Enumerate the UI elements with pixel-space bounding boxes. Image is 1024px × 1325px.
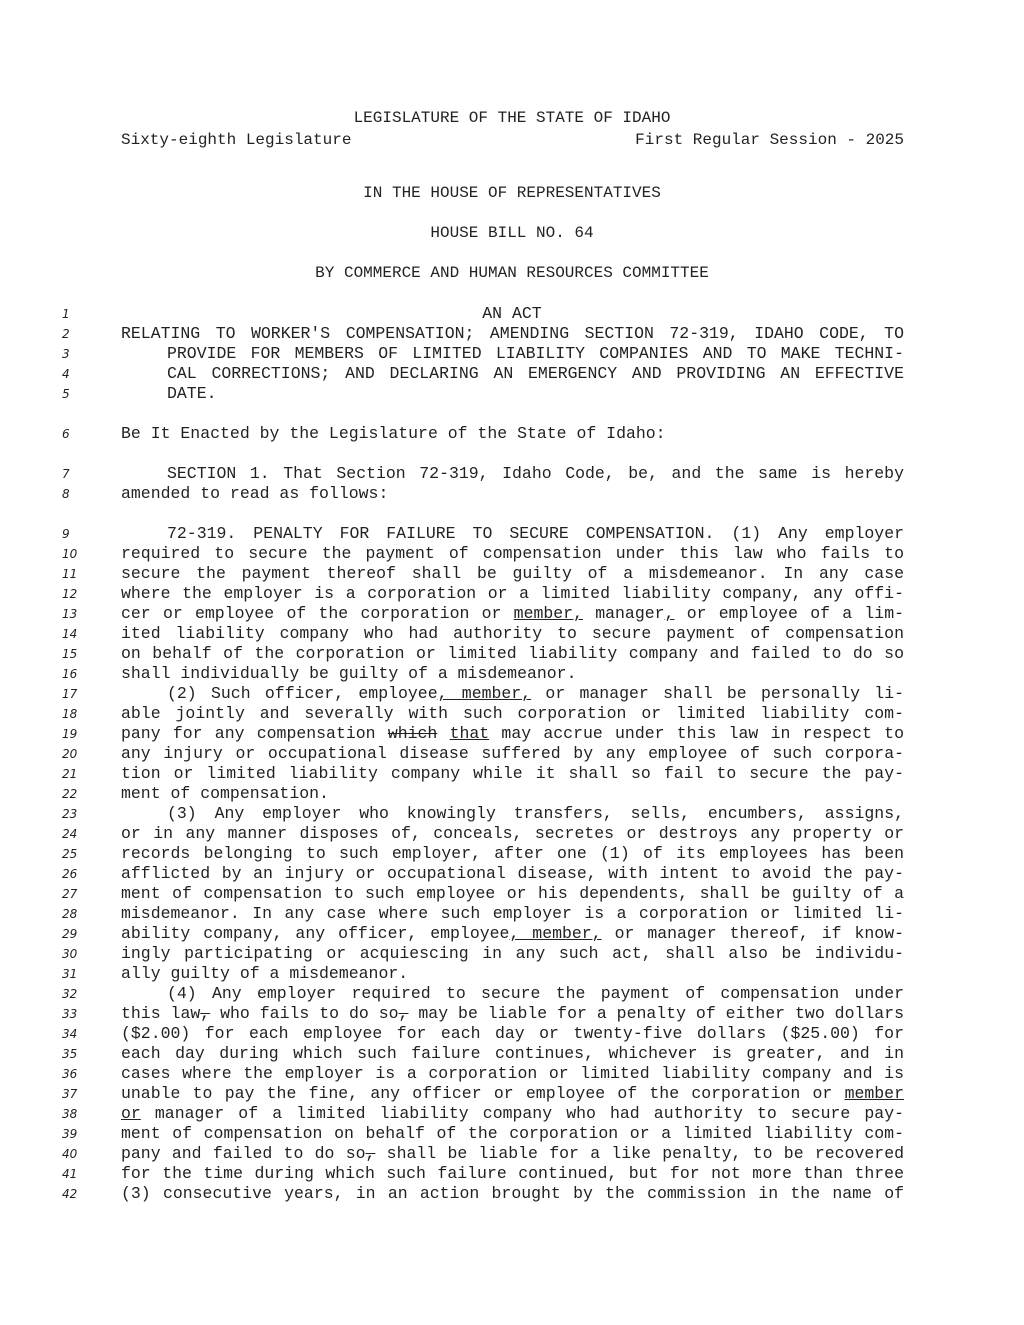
line-number: 4 xyxy=(62,367,70,381)
line-number: 33 xyxy=(62,1007,78,1021)
line-number: 32 xyxy=(62,987,78,1001)
line xyxy=(0,524,1024,544)
line-text: pany and failed to do so, shall be liable for a like penalty, to be recovered xyxy=(121,1144,904,1163)
line-text: SECTION 1. That Section 72-319, Idaho Code, be, and the same is hereby xyxy=(167,464,904,483)
line-text: (4) Any employer required to secure the payment of compensation under xyxy=(167,984,904,1003)
line-number: 34 xyxy=(62,1027,78,1041)
line-number: 21 xyxy=(62,767,78,781)
line-text: amended to read as follows: xyxy=(121,484,389,503)
line-text: any injury or occupational disease suffered by any employee of such corpora- xyxy=(121,744,904,763)
line xyxy=(0,564,1024,584)
line xyxy=(0,584,1024,604)
line xyxy=(0,884,1024,904)
line-text: for the time during which such failure continued, but for not more than three xyxy=(121,1164,904,1183)
line xyxy=(0,484,1024,504)
legislature-number: Sixty-eighth Legislature xyxy=(121,131,352,149)
line-number: 36 xyxy=(62,1067,78,1081)
line-text: unable to pay the fine, any officer or employee of the corporation or member xyxy=(121,1084,904,1103)
line-number: 38 xyxy=(62,1107,78,1121)
line-number: 13 xyxy=(62,607,78,621)
line-number: 16 xyxy=(62,667,78,681)
line xyxy=(0,464,1024,484)
line xyxy=(0,1164,1024,1184)
line-text: ($2.00) for each employee for each day or twenty-five dollars ($25.00) for xyxy=(121,1024,904,1043)
inserted-text: , xyxy=(664,604,675,623)
line xyxy=(0,1144,1024,1164)
line-number: 1 xyxy=(62,307,70,321)
line-text: CAL CORRECTIONS; AND DECLARING AN EMERGENCY AND PROVIDING AN EFFECTIVE xyxy=(167,364,904,383)
line xyxy=(0,1044,1024,1064)
line-text: ingly participating or acquiescing in any such act, shall also be individu- xyxy=(121,944,904,963)
line xyxy=(0,424,1024,444)
line-text: or in any manner disposes of, conceals, secretes or destroys any property or xyxy=(121,824,904,843)
line xyxy=(0,624,1024,644)
line-text: DATE. xyxy=(167,384,217,403)
line xyxy=(0,804,1024,824)
bill-number: HOUSE BILL NO. 64 xyxy=(430,224,594,242)
line-number: 9 xyxy=(62,527,70,541)
line-text: PROVIDE FOR MEMBERS OF LIMITED LIABILITY COMPANIES AND TO MAKE TECHNI- xyxy=(167,344,904,363)
inserted-text: that xyxy=(449,724,490,743)
line xyxy=(0,904,1024,924)
line xyxy=(0,864,1024,884)
line-text: each day during which such failure continues, whichever is greater, and in xyxy=(121,1044,904,1063)
line xyxy=(0,724,1024,744)
line-text: (3) consecutive years, in an action brought by the commission in the name of xyxy=(121,1184,904,1203)
line-number: 41 xyxy=(62,1167,78,1181)
legislature-title: LEGISLATURE OF THE STATE OF IDAHO xyxy=(353,109,671,127)
legislature-session-row xyxy=(121,130,904,150)
line xyxy=(0,324,1024,344)
line xyxy=(0,644,1024,664)
line-number: 26 xyxy=(62,867,78,881)
line-number: 2 xyxy=(62,327,70,341)
line-number: 19 xyxy=(62,727,78,741)
line-text: (3) Any employer who knowingly transfers, sells, encumbers, assigns, xyxy=(167,804,904,823)
line-text: this law, who fails to do so, may be liable for a penalty of either two dollars xyxy=(121,1004,904,1023)
line-number: 8 xyxy=(62,487,70,501)
line-text: on behalf of the corporation or limited liability company and failed to do so xyxy=(121,644,904,663)
line-number: 40 xyxy=(62,1147,78,1161)
line-number: 3 xyxy=(62,347,70,361)
line-text: 72-319. PENALTY FOR FAILURE TO SECURE COMPENSATION. (1) Any employer xyxy=(167,524,904,543)
line-text: secure the payment thereof shall be guilty of a misdemeanor. In any case xyxy=(121,564,904,583)
line-number: 10 xyxy=(62,547,78,561)
line-number: 17 xyxy=(62,687,78,701)
line xyxy=(0,844,1024,864)
line xyxy=(0,1104,1024,1124)
line-text: misdemeanor. In any case where such employer is a corporation or limited li- xyxy=(121,904,904,923)
line-text: records belonging to such employer, after one (1) of its employees has been xyxy=(121,844,904,863)
line-text: Be It Enacted by the Legislature of the State of Idaho: xyxy=(121,424,666,443)
line xyxy=(0,664,1024,684)
line-text: ited liability company who had authority to secure payment of compensation xyxy=(121,624,904,643)
line-text: pany for any compensation which that may accrue under this law in respect to xyxy=(121,724,904,743)
line-number: 31 xyxy=(62,967,78,981)
line-number: 42 xyxy=(62,1187,78,1201)
inserted-text: member, xyxy=(513,604,583,623)
chamber-title: IN THE HOUSE OF REPRESENTATIVES xyxy=(363,184,661,202)
line xyxy=(0,1184,1024,1204)
deleted-text: , xyxy=(365,1144,376,1163)
line-number: 39 xyxy=(62,1127,78,1141)
line-text: shall individually be guilty of a misdemeanor. xyxy=(121,664,577,683)
line xyxy=(0,384,1024,404)
line xyxy=(0,964,1024,984)
bill-sponsor: BY COMMERCE AND HUMAN RESOURCES COMMITTEE xyxy=(315,264,709,282)
line-text: cer or employee of the corporation or member, manager, or employee of a lim- xyxy=(121,604,905,623)
session-label: First Regular Session - 2025 xyxy=(635,131,904,149)
line-number: 15 xyxy=(62,647,78,661)
line xyxy=(0,544,1024,564)
line xyxy=(0,704,1024,724)
line-number: 25 xyxy=(62,847,78,861)
line-number: 12 xyxy=(62,587,78,601)
line-text: afflicted by an injury or occupational disease, with intent to avoid the pay- xyxy=(121,864,904,883)
line-text: RELATING TO WORKER'S COMPENSATION; AMENDING SECTION 72-319, IDAHO CODE, TO xyxy=(121,324,904,343)
line-number: 30 xyxy=(62,947,78,961)
line-number: 5 xyxy=(62,387,70,401)
line xyxy=(0,1004,1024,1024)
inserted-text: or xyxy=(121,1104,141,1123)
line xyxy=(0,304,1024,324)
line-number: 35 xyxy=(62,1047,78,1061)
line-number: 29 xyxy=(62,927,78,941)
line xyxy=(0,924,1024,944)
line xyxy=(0,1124,1024,1144)
line xyxy=(0,364,1024,384)
line-number: 11 xyxy=(62,567,78,581)
line-text: ability company, any officer, employee, member, or manager thereof, if know- xyxy=(121,924,904,943)
line xyxy=(0,1024,1024,1044)
deleted-text: , xyxy=(398,1004,409,1023)
line-text: ally guilty of a misdemeanor. xyxy=(121,964,409,983)
line xyxy=(0,1064,1024,1084)
line-text: cases where the employer is a corporation or limited liability company and is xyxy=(121,1064,904,1083)
line-number: 28 xyxy=(62,907,78,921)
line-number: 7 xyxy=(62,467,70,481)
line xyxy=(0,984,1024,1004)
line-text: required to secure the payment of compensation under this law who fails to xyxy=(121,544,904,563)
line-text: where the employer is a corporation or a limited liability company, any offi- xyxy=(121,584,904,603)
line xyxy=(0,764,1024,784)
line-text: AN ACT xyxy=(482,304,542,323)
line-number: 23 xyxy=(62,807,78,821)
deleted-text: which xyxy=(387,724,438,743)
line-text: ment of compensation on behalf of the corporation or a limited liability com- xyxy=(121,1124,904,1143)
line-number: 22 xyxy=(62,787,78,801)
line-text: or manager of a limited liability company who had authority to secure pay- xyxy=(121,1104,904,1123)
inserted-text: member xyxy=(844,1084,904,1103)
line xyxy=(0,604,1024,624)
line xyxy=(0,824,1024,844)
inserted-text: , member, xyxy=(437,684,532,703)
line-number: 18 xyxy=(62,707,78,721)
line-text: (2) Such officer, employee, member, or manager shall be personally li- xyxy=(167,684,904,703)
line-number: 24 xyxy=(62,827,78,841)
deleted-text: , xyxy=(200,1004,211,1023)
line-text: tion or limited liability company while it shall so fail to secure the pay- xyxy=(121,764,904,783)
line-text: ment of compensation to such employee or his dependents, shall be guilty of a xyxy=(121,884,904,903)
line xyxy=(0,784,1024,804)
line-number: 14 xyxy=(62,627,78,641)
line xyxy=(0,344,1024,364)
line-text: ment of compensation. xyxy=(121,784,329,803)
line-number: 27 xyxy=(62,887,78,901)
line xyxy=(0,1084,1024,1104)
line xyxy=(0,944,1024,964)
line-text: able jointly and severally with such corporation or limited liability com- xyxy=(121,704,904,723)
line xyxy=(0,684,1024,704)
inserted-text: , member, xyxy=(509,924,602,943)
line xyxy=(0,744,1024,764)
line-number: 20 xyxy=(62,747,78,761)
line-number: 37 xyxy=(62,1087,78,1101)
line-number: 6 xyxy=(62,427,70,441)
